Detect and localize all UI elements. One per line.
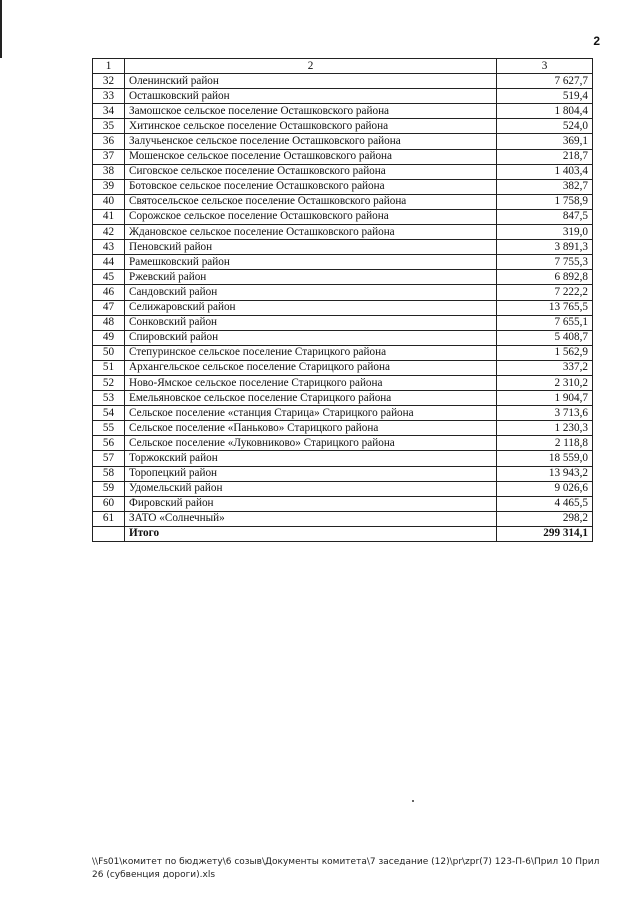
table-row	[93, 421, 593, 436]
row-value: 519,4	[497, 89, 593, 104]
row-number: 53	[93, 391, 125, 406]
row-name: Торопецкий район	[125, 466, 497, 481]
row-name: Ржевский район	[125, 270, 497, 285]
row-name: ЗАТО «Солнечный»	[125, 511, 497, 526]
row-number: 52	[93, 375, 125, 390]
row-name: Сельское поселение «Паньково» Старицкого района	[125, 421, 497, 436]
row-value: 9 026,6	[497, 481, 593, 496]
table-row	[93, 89, 593, 104]
row-number: 32	[93, 74, 125, 89]
table-header-row	[93, 59, 593, 74]
row-number: 59	[93, 481, 125, 496]
row-number: 48	[93, 315, 125, 330]
row-number: 55	[93, 421, 125, 436]
table-row	[93, 300, 593, 315]
table-row	[93, 436, 593, 451]
table-row	[93, 391, 593, 406]
table-row	[93, 240, 593, 255]
row-value: 382,7	[497, 179, 593, 194]
row-value: 1 804,4	[497, 104, 593, 119]
row-name: Удомельский район	[125, 481, 497, 496]
row-number: 49	[93, 330, 125, 345]
table-row	[93, 451, 593, 466]
row-number: 39	[93, 179, 125, 194]
row-value: 1 904,7	[497, 391, 593, 406]
row-number: 34	[93, 104, 125, 119]
row-name: Святосельское сельское поселение Осташковского района	[125, 194, 497, 209]
row-name: Сандовский район	[125, 285, 497, 300]
row-number: 50	[93, 345, 125, 360]
row-number: 43	[93, 240, 125, 255]
row-name: Сонковский район	[125, 315, 497, 330]
row-name: Сельское поселение «Луковниково» Старицкого района	[125, 436, 497, 451]
row-name: Хитинское сельское поселение Осташковского района	[125, 119, 497, 134]
row-name: Сорожское сельское поселение Осташковского района	[125, 209, 497, 224]
row-number: 58	[93, 466, 125, 481]
table-row	[93, 406, 593, 421]
table-row	[93, 496, 593, 511]
row-number: 42	[93, 225, 125, 240]
row-number: 56	[93, 436, 125, 451]
row-value: 847,5	[497, 209, 593, 224]
row-number: 41	[93, 209, 125, 224]
row-number: 54	[93, 406, 125, 421]
row-value: 13 765,5	[497, 300, 593, 315]
row-value: 3 891,3	[497, 240, 593, 255]
row-value: 369,1	[497, 134, 593, 149]
row-name: Ботовское сельское поселение Осташковского района	[125, 179, 497, 194]
table-row	[93, 209, 593, 224]
header-col-3: 3	[497, 59, 593, 74]
subvention-table	[92, 58, 593, 542]
row-name: Рамешковский район	[125, 255, 497, 270]
table-row	[93, 315, 593, 330]
row-name: Мошенское сельское поселение Осташковского района	[125, 149, 497, 164]
row-value: 6 892,8	[497, 270, 593, 285]
table-row	[93, 149, 593, 164]
total-value: 299 314,1	[497, 526, 593, 541]
row-value: 5 408,7	[497, 330, 593, 345]
table-row	[93, 164, 593, 179]
table-row	[93, 511, 593, 526]
table-row	[93, 104, 593, 119]
row-value: 524,0	[497, 119, 593, 134]
row-name: Замошское сельское поселение Осташковского района	[125, 104, 497, 119]
table-row	[93, 74, 593, 89]
row-value: 337,2	[497, 360, 593, 375]
row-value: 1 758,9	[497, 194, 593, 209]
row-value: 298,2	[497, 511, 593, 526]
row-name: Степуринское сельское поселение Старицкого района	[125, 345, 497, 360]
header-col-2: 2	[125, 59, 497, 74]
table-row	[93, 345, 593, 360]
table-row	[93, 481, 593, 496]
header-col-1: 1	[93, 59, 125, 74]
row-number: 35	[93, 119, 125, 134]
row-number: 36	[93, 134, 125, 149]
row-value: 13 943,2	[497, 466, 593, 481]
row-name: Фировский район	[125, 496, 497, 511]
row-name: Сиговское сельское поселение Осташковского района	[125, 164, 497, 179]
row-value: 7 627,7	[497, 74, 593, 89]
row-name: Осташковский район	[125, 89, 497, 104]
row-number: 47	[93, 300, 125, 315]
row-value: 7 655,1	[497, 315, 593, 330]
row-name: Залучьенское сельское поселение Осташковского района	[125, 134, 497, 149]
table-row	[93, 194, 593, 209]
row-value: 7 755,3	[497, 255, 593, 270]
row-value: 1 403,4	[497, 164, 593, 179]
row-value: 7 222,2	[497, 285, 593, 300]
row-value: 2 118,8	[497, 436, 593, 451]
row-number: 57	[93, 451, 125, 466]
table-row	[93, 255, 593, 270]
table-row	[93, 179, 593, 194]
file-path-footer: \\Fs01\комитет по бюджету\6 созыв\Документы комитета\7 заседание (12)\pr\zpr(7) 123-П-6\Прил 10 Прил 26 (субвенция дороги).xls	[92, 857, 600, 880]
row-name: Ждановское сельское поселение Осташковского района	[125, 225, 497, 240]
table-row	[93, 225, 593, 240]
row-number: 45	[93, 270, 125, 285]
total-empty-cell	[93, 526, 125, 541]
table-row	[93, 285, 593, 300]
row-name: Спировский район	[125, 330, 497, 345]
table-row	[93, 270, 593, 285]
row-value: 319,0	[497, 225, 593, 240]
row-value: 2 310,2	[497, 375, 593, 390]
table-row	[93, 134, 593, 149]
row-name: Оленинский район	[125, 74, 497, 89]
total-row	[93, 526, 593, 541]
row-number: 46	[93, 285, 125, 300]
page-number: 2	[593, 34, 600, 48]
row-number: 51	[93, 360, 125, 375]
row-number: 44	[93, 255, 125, 270]
row-name: Емельяновское сельское поселение Старицкого района	[125, 391, 497, 406]
row-value: 218,7	[497, 149, 593, 164]
row-number: 61	[93, 511, 125, 526]
row-value: 3 713,6	[497, 406, 593, 421]
row-name: Сельское поселение «станция Старица» Старицкого района	[125, 406, 497, 421]
row-value: 4 465,5	[497, 496, 593, 511]
table-row	[93, 119, 593, 134]
row-value: 1 230,3	[497, 421, 593, 436]
table-row	[93, 466, 593, 481]
table-row	[93, 375, 593, 390]
total-label: Итого	[125, 526, 497, 541]
table-row	[93, 360, 593, 375]
row-value: 18 559,0	[497, 451, 593, 466]
row-number: 33	[93, 89, 125, 104]
row-name: Пеновский район	[125, 240, 497, 255]
row-name: Торжокский район	[125, 451, 497, 466]
row-name: Ново-Ямское сельское поселение Старицкого района	[125, 375, 497, 390]
row-number: 40	[93, 194, 125, 209]
row-value: 1 562,9	[497, 345, 593, 360]
row-name: Селижаровский район	[125, 300, 497, 315]
row-name: Архангельское сельское поселение Старицкого района	[125, 360, 497, 375]
row-number: 60	[93, 496, 125, 511]
scan-speck	[412, 800, 414, 802]
row-number: 38	[93, 164, 125, 179]
row-number: 37	[93, 149, 125, 164]
table-row	[93, 330, 593, 345]
scan-edge-mark	[0, 0, 2, 58]
